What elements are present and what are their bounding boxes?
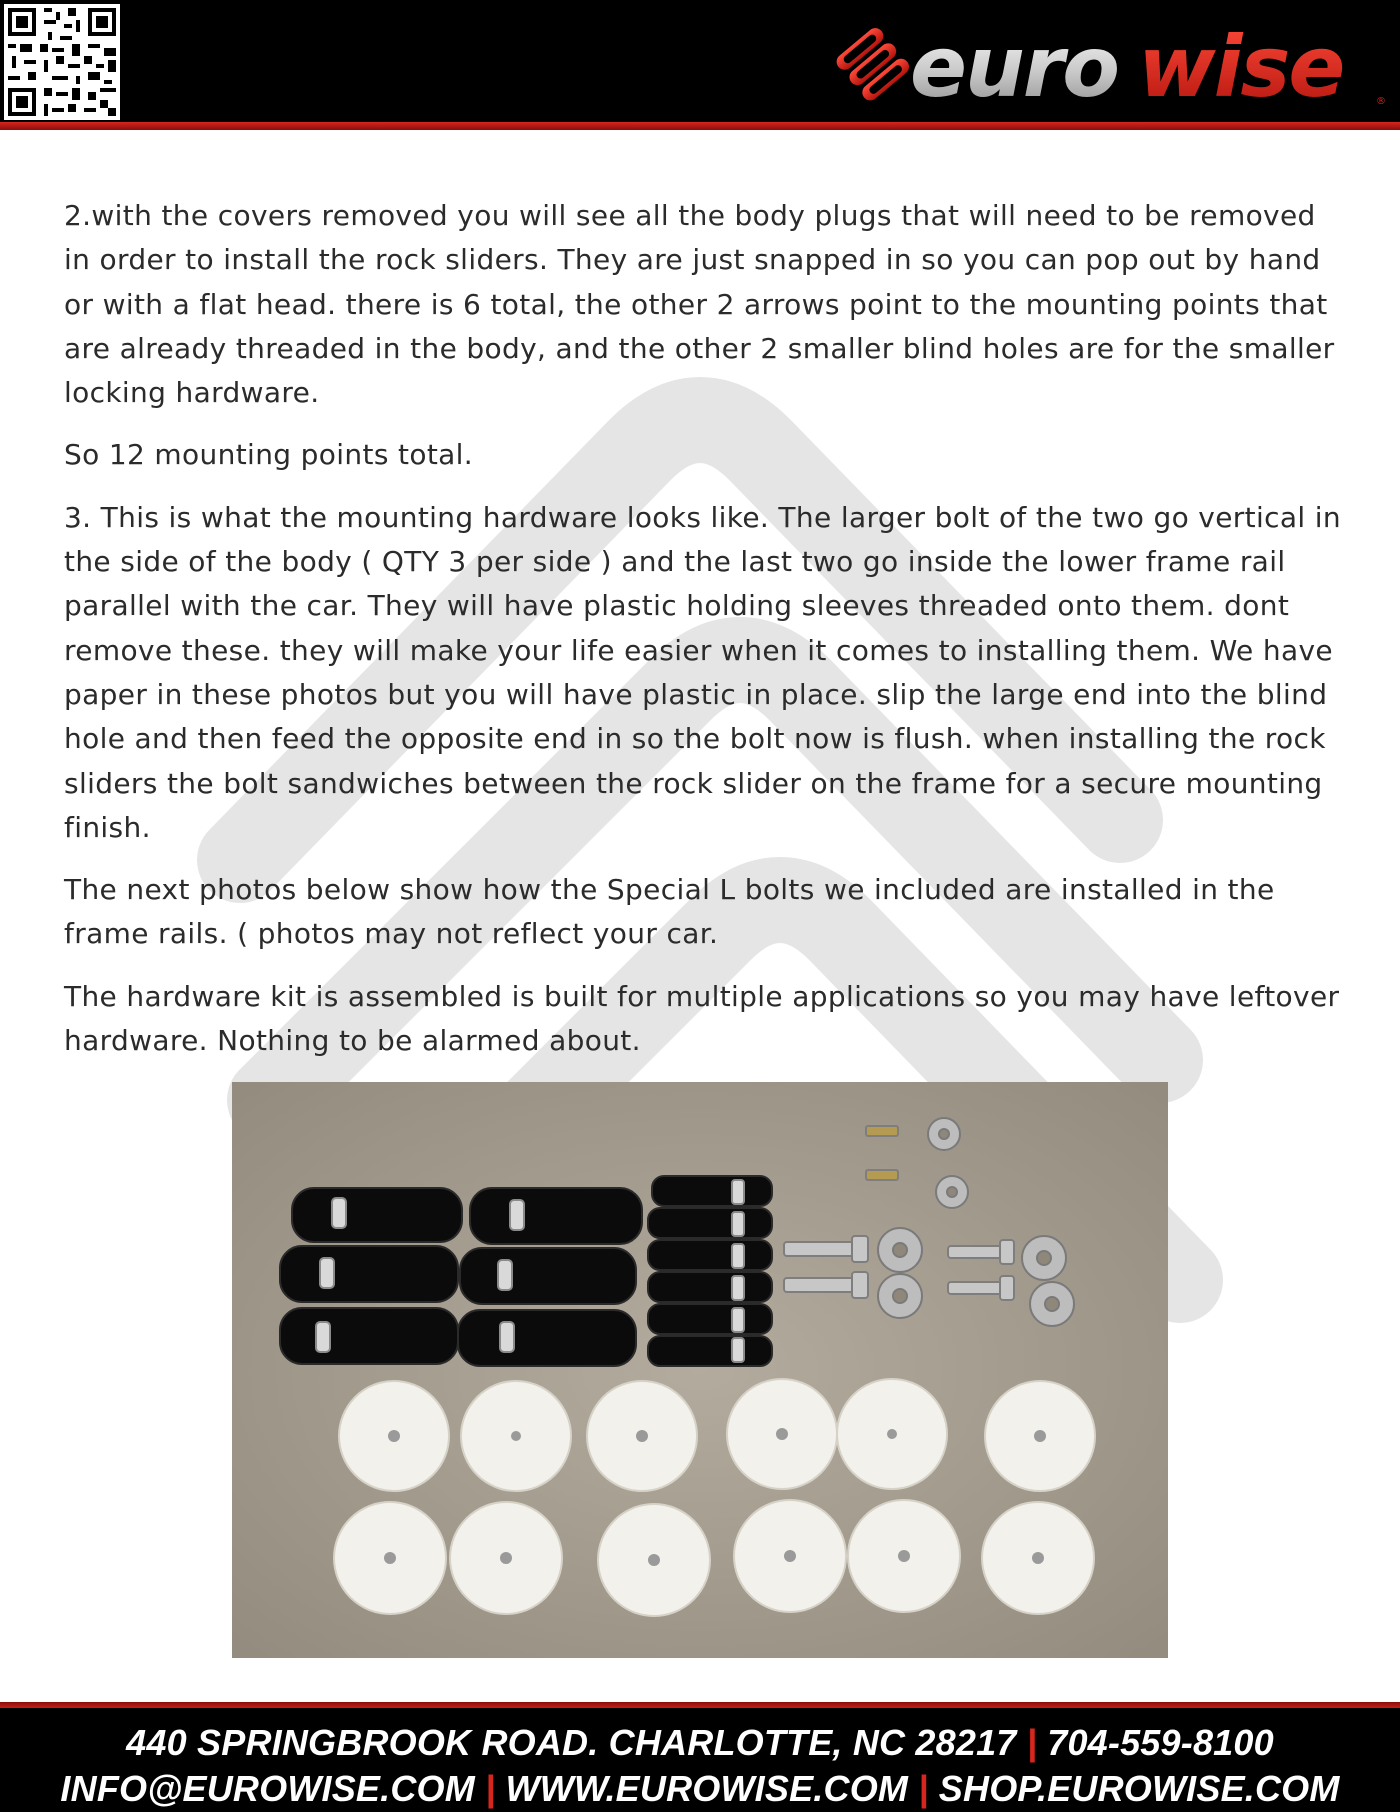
header-bar xyxy=(0,0,1400,122)
footer-phone[interactable]: 704-559-8100 xyxy=(1047,1722,1274,1763)
l-bolts-note: The next photos below show how the Special L bolts we included are installed in the frame rails. ( photos may not reflect your car. xyxy=(64,873,1275,951)
hardware-kit-note: The hardware kit is assembled is built for multiple applications so you may have leftover hardware. Nothing to be alarmed about. xyxy=(64,979,1340,1058)
footer-contact-line-2 xyxy=(0,1768,1400,1810)
hardware-kit-photo xyxy=(232,1082,1168,1658)
footer-contact-line-1 xyxy=(0,1722,1400,1764)
plate xyxy=(292,1188,462,1242)
svg-text:euro: euro xyxy=(910,18,1118,114)
header-accent-stripe xyxy=(0,122,1400,130)
instructions-body xyxy=(64,194,1344,1081)
eurowise-logo[interactable] xyxy=(832,14,1390,114)
footer-website[interactable]: WWW.EUROWISE.COM xyxy=(505,1768,909,1809)
footer-separator: | xyxy=(485,1768,496,1809)
footer-separator: | xyxy=(918,1768,929,1809)
step-2-paragraph: 2.with the covers removed you will see all the body plugs that will need to be removed in order to install the rock sliders. They are just snapped in so you can pop out by hand or with a flat head. there is 6 total, the other 2 arrows point to the mounting points that are already threaded in the body, and the other 2 smaller blind holes are for the smaller locking hardware. xyxy=(64,199,1335,410)
svg-text:wise: wise xyxy=(1138,18,1344,114)
svg-text:®: ® xyxy=(1376,96,1386,107)
footer-separator: | xyxy=(1026,1722,1038,1763)
qr-code-icon[interactable] xyxy=(4,4,120,120)
mounting-points-total: So 12 mounting points total. xyxy=(64,438,474,472)
brand-mark-icon xyxy=(833,25,912,104)
footer-shop[interactable]: SHOP.EUROWISE.COM xyxy=(938,1768,1340,1809)
footer-address: 440 SPRINGBROOK ROAD. CHARLOTTE, NC 28217 xyxy=(126,1722,1017,1763)
step-3-paragraph: 3. This is what the mounting hardware looks like. The larger bolt of the two go vertical in the side of the body ( QTY 3 per side ) and the last two go inside the lower frame rail parallel with the car. They will have plastic holding sleeves threaded onto them. dont remove these. they will make your life easier when it comes to installing them. We have paper in these photos but you will have plastic in place. slip the large end into the blind hole and then feed the opposite end in so the bolt now is flush. when installing the rock sliders the bolt sandwiches between the rock slider on the frame for a secure mounting finish. xyxy=(64,500,1341,844)
footer-email[interactable]: INFO@EUROWISE.COM xyxy=(60,1768,475,1809)
